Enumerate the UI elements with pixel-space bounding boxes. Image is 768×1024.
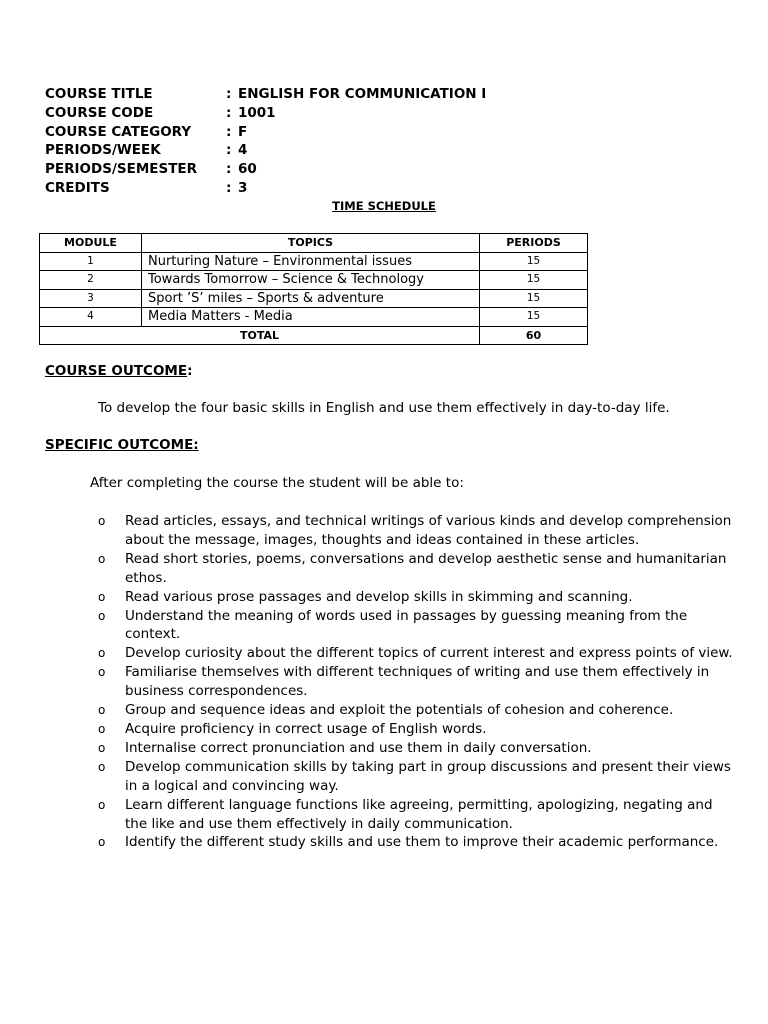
- course-outcome-heading-text: COURSE OUTCOME: [45, 363, 188, 379]
- list-item-text: Read various prose passages and develop skills in skimming and scanning.: [125, 588, 633, 605]
- info-colon: :: [226, 123, 232, 140]
- circle-bullet-icon: o: [98, 551, 106, 566]
- schedule-title: TIME SCHEDULE: [332, 199, 436, 213]
- circle-bullet-icon: o: [98, 514, 106, 528]
- list-item: [98, 550, 738, 588]
- table-header-row: [40, 234, 588, 253]
- circle-bullet-icon: o: [98, 646, 106, 661]
- info-value: 1001: [238, 104, 276, 121]
- info-value: 4: [238, 142, 248, 159]
- column-header-module: MODULE: [40, 234, 142, 253]
- list-item-text: Develop curiosity about the different topics of current interest and express points of view.: [125, 645, 733, 662]
- list-item-text: Familiarise themselves with different techniques of writing and use them effectively in business correspondences.: [125, 664, 710, 700]
- circle-bullet-icon: o: [98, 759, 106, 774]
- periods-cell: 15: [480, 271, 588, 290]
- course-outcome-text: To develop the four basic skills in English and use them effectively in day-to-day life.: [98, 400, 670, 416]
- list-item-text: Acquire proficiency in correct usage of English words.: [125, 720, 487, 737]
- list-item: [98, 588, 738, 607]
- list-item: [98, 720, 738, 739]
- info-label: COURSE CATEGORY: [45, 123, 192, 140]
- list-item: [98, 796, 738, 834]
- list-item: [98, 607, 738, 645]
- info-value: 3: [238, 179, 248, 196]
- module-cell: 3: [40, 289, 142, 308]
- circle-bullet-icon: o: [98, 721, 106, 736]
- periods-cell: 15: [480, 289, 588, 308]
- info-label: CREDITS: [45, 179, 110, 196]
- topic-cell: Towards Tomorrow – Science & Technology: [142, 271, 480, 290]
- column-header-topics: TOPICS: [142, 234, 480, 253]
- time-schedule-table: [39, 233, 588, 345]
- list-item-text: Read short stories, poems, conversations and develop aesthetic sense and humanitarian ethos.: [125, 550, 727, 586]
- topic-cell: Media Matters - Media: [142, 308, 480, 327]
- total-label: TOTAL: [40, 326, 480, 345]
- info-label: PERIODS/SEMESTER: [45, 161, 198, 178]
- periods-cell: 15: [480, 308, 588, 327]
- topic-cell: Sport ’S’ miles – Sports & adventure: [142, 289, 480, 308]
- module-cell: 2: [40, 271, 142, 290]
- info-label: COURSE TITLE: [45, 86, 153, 102]
- outcome-list: [98, 512, 738, 852]
- info-value: ENGLISH FOR COMMUNICATION I: [238, 86, 487, 102]
- info-colon: :: [226, 104, 232, 121]
- module-cell: 4: [40, 308, 142, 327]
- list-item-text: Develop communication skills by taking part in group discussions and present their views in a logical and convincing way.: [125, 758, 731, 794]
- column-header-periods: PERIODS: [480, 234, 588, 253]
- table-row: [40, 271, 588, 290]
- list-item: [98, 758, 738, 796]
- info-colon: :: [226, 86, 232, 102]
- info-label: PERIODS/WEEK: [45, 142, 161, 159]
- list-item: [98, 739, 738, 758]
- circle-bullet-icon: o: [98, 835, 106, 850]
- specific-outcome-heading: [45, 437, 199, 453]
- circle-bullet-icon: o: [98, 608, 106, 623]
- list-item: [98, 833, 738, 852]
- info-colon: :: [226, 142, 232, 159]
- total-row: [40, 326, 588, 345]
- module-cell: 1: [40, 252, 142, 271]
- info-value: 60: [238, 161, 257, 178]
- list-item: [98, 644, 738, 663]
- list-item-text: Read articles, essays, and technical writings of various kinds and develop comprehension about the message, images, thoughts and ideas contained in these articles.: [125, 513, 732, 548]
- list-item-text: Internalise correct pronunciation and use them in daily conversation.: [125, 739, 592, 756]
- circle-bullet-icon: o: [98, 740, 106, 755]
- info-label: COURSE CODE: [45, 104, 154, 121]
- list-item-text: Understand the meaning of words used in passages by guessing meaning from the context.: [125, 607, 688, 643]
- specific-outcome-heading-text: SPECIFIC OUTCOME:: [45, 437, 199, 453]
- topic-cell: Nurturing Nature – Environmental issues: [142, 252, 480, 271]
- info-colon: :: [226, 179, 232, 196]
- specific-outcome-intro: After completing the course the student will be able to:: [90, 475, 464, 491]
- list-item: [98, 663, 738, 701]
- course-outcome-heading-colon: :: [187, 363, 193, 379]
- table-row: [40, 252, 588, 271]
- table-row: [40, 308, 588, 327]
- info-colon: :: [226, 161, 232, 178]
- total-value: 60: [480, 326, 588, 345]
- list-item: [98, 701, 738, 720]
- list-item-text: Learn different language functions like agreeing, permitting, apologizing, negating and the like and use them effectively in daily communication.: [125, 796, 713, 832]
- list-item-text: Identify the different study skills and use them to improve their academic performance.: [125, 834, 719, 851]
- circle-bullet-icon: o: [98, 665, 106, 680]
- course-outcome-heading: [45, 363, 192, 379]
- list-item: [98, 512, 738, 550]
- periods-cell: 15: [480, 252, 588, 271]
- info-value: F: [238, 123, 248, 140]
- circle-bullet-icon: o: [98, 589, 106, 604]
- circle-bullet-icon: o: [98, 797, 106, 812]
- circle-bullet-icon: o: [98, 703, 106, 718]
- list-item-text: Group and sequence ideas and exploit the potentials of cohesion and coherence.: [125, 702, 674, 719]
- table-row: [40, 289, 588, 308]
